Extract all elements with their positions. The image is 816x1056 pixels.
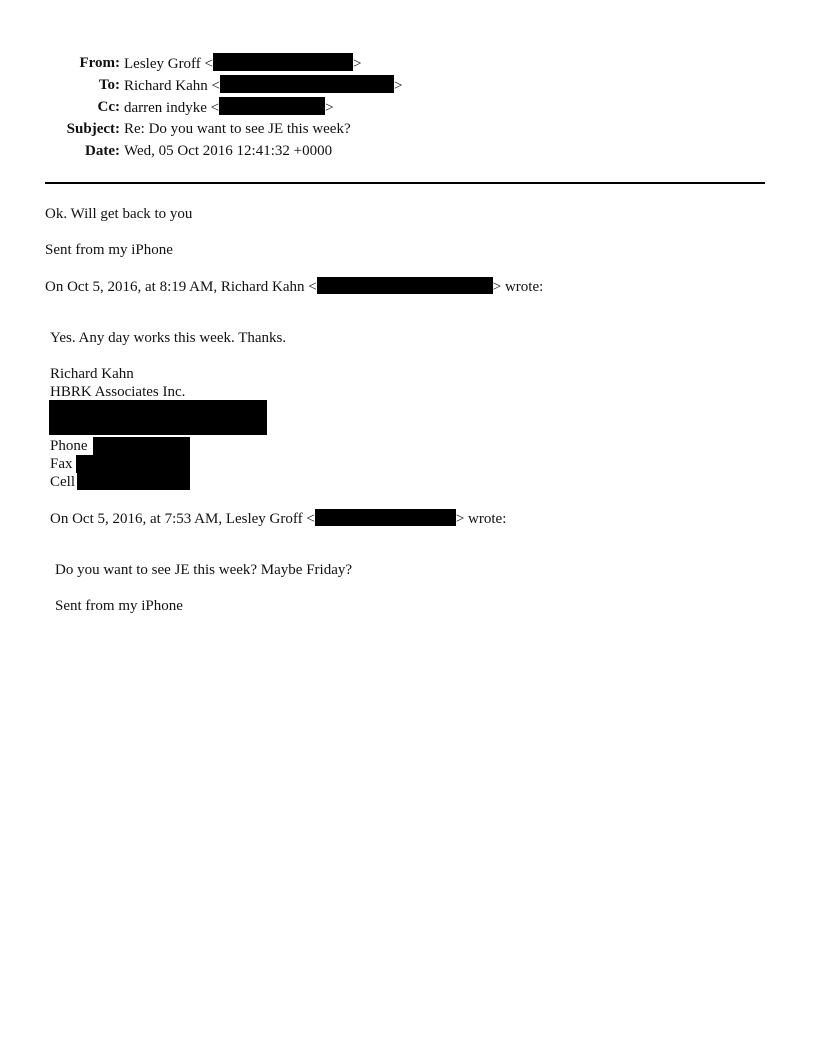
signature-name: Richard Kahn (50, 366, 134, 382)
lt-symbol: < (211, 78, 220, 94)
from-label: From: (79, 55, 120, 71)
to-value (124, 75, 402, 96)
gt-symbol: > (325, 100, 334, 116)
cc-name: darren indyke (124, 100, 207, 116)
date-label: Date: (85, 143, 120, 159)
signature-phone-label: Phone (50, 438, 88, 454)
quote2-intro-suffix: > wrote: (455, 511, 507, 527)
quote1-text: Yes. Any day works this week. Thanks. (50, 330, 287, 346)
cc-label: Cc: (97, 99, 120, 115)
subject-value: Re: Do you want to see JE this week? (124, 121, 351, 137)
signature-company: HBRK Associates Inc. (50, 384, 186, 400)
lt-symbol: < (204, 56, 213, 72)
to-label: To: (98, 77, 120, 93)
quote2-signature: Sent from my iPhone (55, 598, 183, 614)
redaction-block (220, 75, 394, 93)
signature-cell-label: Cell (50, 474, 75, 490)
from-value (124, 53, 361, 74)
redaction-block (317, 277, 493, 294)
quote1-intro-suffix: > wrote: (492, 279, 544, 295)
to-name: Richard Kahn (124, 78, 208, 94)
quote2-text: Do you want to see JE this week? Maybe Friday? (55, 562, 353, 578)
redaction-block (76, 455, 190, 473)
redaction-block (213, 53, 353, 71)
date-value: Wed, 05 Oct 2016 12:41:32 +0000 (124, 143, 333, 159)
reply-signature: Sent from my iPhone (45, 242, 173, 258)
quote1-intro-prefix: On Oct 5, 2016, at 8:19 AM, Richard Kahn < (45, 279, 317, 295)
reply-text: Ok. Will get back to you (45, 206, 193, 222)
signature-fax-label: Fax (50, 456, 73, 472)
redaction-block (93, 437, 190, 455)
redaction-block (77, 473, 190, 490)
redaction-block (49, 400, 267, 435)
quote1-intro (45, 277, 543, 295)
redaction-block (219, 97, 325, 115)
cc-value (124, 97, 334, 118)
subject-label: Subject: (66, 121, 120, 137)
redaction-block (315, 509, 456, 526)
from-name: Lesley Groff (124, 56, 201, 72)
gt-symbol: > (353, 56, 362, 72)
quote2-intro (50, 509, 506, 527)
gt-symbol: > (393, 78, 403, 94)
lt-symbol: < (210, 100, 220, 116)
quote2-intro-prefix: On Oct 5, 2016, at 7:53 AM, Lesley Groff < (50, 511, 315, 527)
header-divider (45, 182, 765, 184)
